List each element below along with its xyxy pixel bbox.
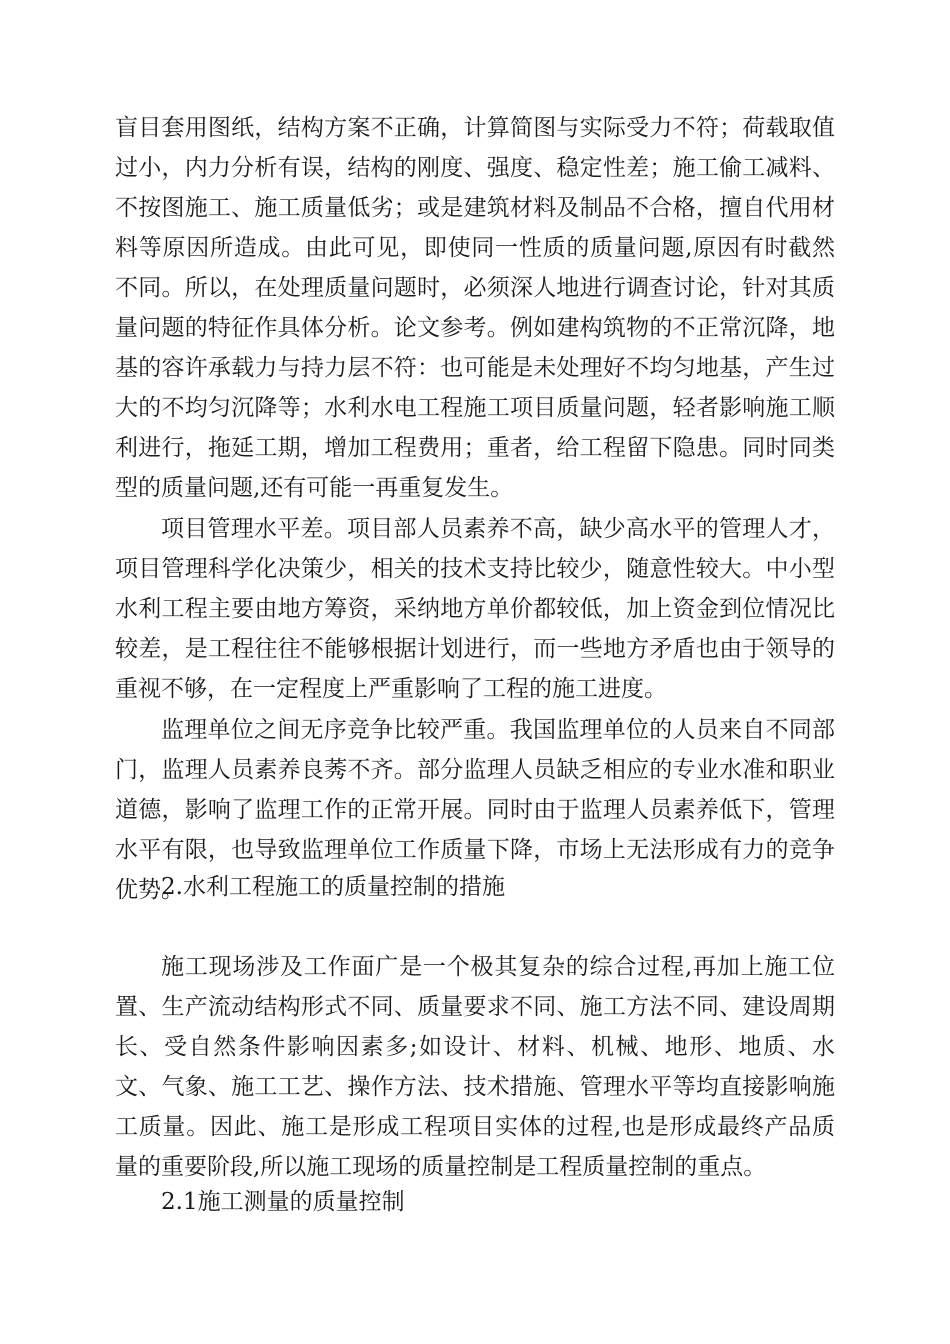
paragraph-causes-continued: 盲目套用图纸，结构方案不正确，计算简图与实际受力不符；荷载取值过小，内力分析有误，结构的刚度、强度、稳定性差；施工偷工减料、不按图施工、施工质量低劣；或是建筑材料及制品不合格，擅自代用材料等原因所造成。由此可见，即使同一性质的质量问题,原因有时截然不同。所以，在处理质量问题时，必须深人地进行调查讨论，针对其质量问题的特征作具体分析。论文参考。例如建构筑物的不正常沉降，地基的容许承载力与持力层不符：也可能是未处理好不均匀地基，产生过大的不均匀沉降等；水利水电工程施工项目质量问题，轻者影响施工顺利进行，拖延工期，增加工程费用；重者，给工程留下隐患。同时同类型的质量问题,还有可能一再重复发生。 bbox=[115, 115, 835, 501]
section-heading-survey-quality-control: 2.1施工测量的质量控制 bbox=[161, 1189, 405, 1215]
paragraph-supervision-units: 监理单位之间无序竞争比较严重。我国监理单位的人员来自不同部门，监理人员素养良莠不齐。部分监理人员缺乏相应的专业水准和职业道德，影响了监理工作的正常开展。同时由于监理人员素养低下，管理水平有限，也导致监理单位工作质量下降，市场上无法形成有力的竞争优势。 bbox=[115, 717, 835, 903]
paragraph-construction-site: 施工现场涉及工作面广是一个极其复杂的综合过程,再加上施工位置、生产流动结构形式不同、质量要求不同、施工方法不同、建设周期长、受自然条件影响因素多;如设计、材料、机械、地形、地质、水文、气象、施工工艺、操作方法、技术措施、管理水平等均直接影响施工质量。因此、施工是形成工程项目实体的过程,也是形成最终产品质量的重要阶段,所以施工现场的质量控制是工程质量控制的重点。 bbox=[115, 954, 835, 1180]
paragraph-project-management: 项目管理水平差。项目部人员素养不高，缺少高水平的管理人才，项目管理科学化决策少，相关的技术支持比较少，随意性较大。中小型水利工程主要由地方筹资，采纳地方单价都较低，加上资金到位情况比较差，是工程往往不能够根据计划进行，而一些地方矛盾也由于领导的重视不够，在一定程度上严重影响了工程的施工进度。 bbox=[115, 516, 835, 702]
section-heading-quality-control-measures: 2.水利工程施工的质量控制的措施 bbox=[161, 874, 505, 900]
